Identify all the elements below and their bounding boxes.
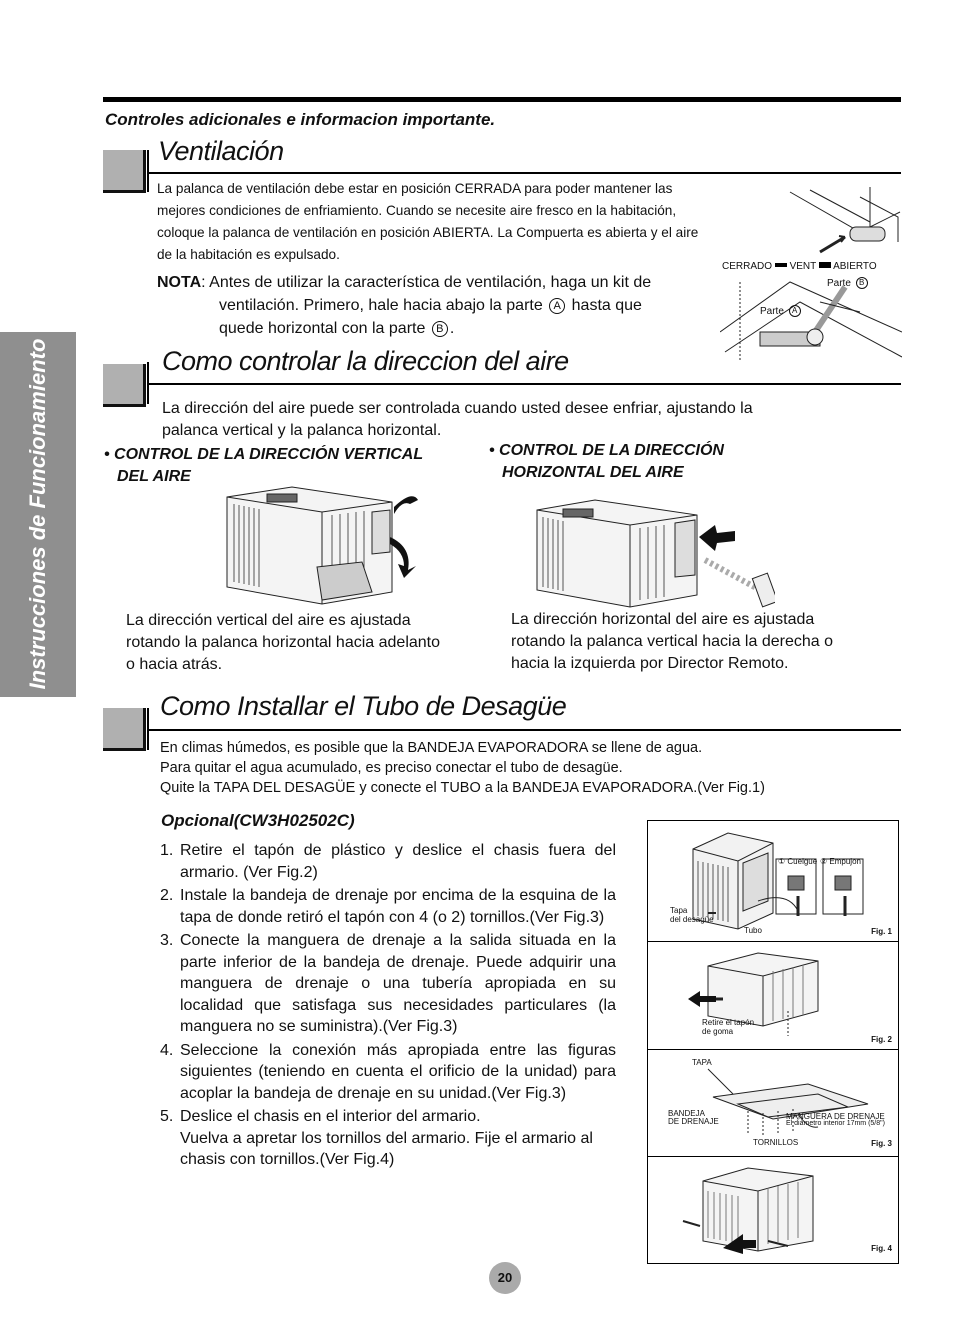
section-marker	[103, 150, 146, 193]
horizontal-control-heading	[489, 440, 724, 484]
step-text: Instale la bandeja de drenaje por encima de la esquina de la tapa de donde retiró el tapón con 4 (o 2) tornillos.(Ver Fig.3)	[180, 887, 616, 926]
label-parte-a: Parte	[760, 306, 784, 317]
text-line: mejores condiciones de enfriamiento. Cuando se necesite aire fresco en la habitación,	[157, 203, 677, 218]
nota-line: ventilación. Primero, hale hacia abajo la parte	[219, 297, 543, 314]
page-number: 20	[489, 1262, 521, 1294]
label-parte-b: Parte	[827, 278, 851, 289]
part-a-marker: A	[789, 305, 801, 317]
step-text: Seleccione la conexión más apropiada entre las figuras siguientes (teniendo en cuenta el orificio de la unidad) para acoplar la bandeja de drenaje en su unidad.(Ver Fig.3)	[180, 1041, 616, 1102]
install-steps	[160, 840, 616, 1173]
nota-label: NOTA	[157, 274, 202, 291]
step-text: Deslice el chasis en el interior del armario.	[180, 1108, 481, 1125]
fig2-label-retire: Retire el tapón	[702, 1018, 755, 1027]
fig2-caption: Fig. 2	[871, 1035, 892, 1044]
page-heading: Controles adicionales e informacion importante.	[105, 110, 496, 129]
figure-panel	[647, 820, 899, 1264]
figure-4	[648, 1156, 898, 1263]
section-title-desague: Como Installar el Tubo de Desagüe	[160, 691, 567, 721]
list-item	[160, 1040, 616, 1105]
figure-2	[648, 941, 898, 1050]
heading-line: HORIZONTAL DEL AIRE	[502, 464, 684, 481]
horizontal-airflow-illustration	[535, 495, 775, 610]
nota-line: quede horizontal con la parte	[219, 320, 426, 337]
fig3-label-diametro: El diámetro interior 17mm (5/8")	[786, 1120, 885, 1127]
side-tab-label: Instrucciones de Funcionamiento	[25, 338, 50, 690]
vent-lever-illustration	[720, 182, 902, 382]
text-line: La dirección del aire puede ser controlada cuando usted desee enfriar, ajustando la	[162, 400, 753, 417]
part-b-marker: B	[856, 277, 868, 289]
ac-unit-horizontal-icon	[535, 495, 775, 610]
vertical-airflow-illustration	[222, 482, 422, 607]
fig1-label-desague: del desagüe	[670, 915, 714, 924]
fig3-label-drenaje: DE DRENAJE	[668, 1117, 719, 1126]
fig3-label-tapa: TAPA	[692, 1058, 712, 1067]
ventilacion-text	[157, 178, 757, 266]
fig3-caption: Fig. 3	[871, 1139, 892, 1148]
figure-1	[648, 821, 898, 942]
fig1-label-cuelgue: ① Cuelgue	[778, 857, 818, 866]
nota-line: : Antes de utilizar la característica de ventilación, haga un kit de	[201, 274, 652, 291]
text-line: La dirección horizontal del aire es ajustada	[511, 611, 815, 628]
label-vent: VENT	[789, 261, 817, 272]
fig3-label-bandeja: BANDEJA	[668, 1109, 705, 1118]
direccion-intro	[162, 398, 882, 442]
step-text: Conecte la manguera de drenaje a la salida situada en la parte inferior de la bandeja de drenaje. Puede adquirir una manguera de drenaje o una tubería apropiada en su localidad que satisfaga sus necesidades particulares (la manguera no se suministra).(Ver Fig.3)	[180, 932, 616, 1035]
text-line: Para quitar el agua acumulado, es preciso conectar el tubo de desagüe.	[160, 760, 623, 776]
fig2-label-goma: de goma	[702, 1027, 734, 1036]
step-number: 3.	[160, 932, 174, 949]
fig2-illustration	[648, 941, 898, 1049]
section-rule	[147, 729, 901, 731]
section-rule	[147, 383, 901, 385]
ac-unit-vertical-icon	[222, 482, 422, 607]
text-line: hacia la izquierda por Director Remoto.	[511, 655, 789, 672]
fig1-label-tapa: Tapa	[670, 906, 688, 915]
text-line: rotando la palanca vertical hacia la derecha o	[511, 633, 833, 650]
nota-block	[157, 271, 737, 340]
list-item	[160, 930, 616, 1038]
heading-line: DEL AIRE	[117, 468, 191, 485]
list-item	[160, 840, 616, 883]
part-a-marker: A	[549, 298, 565, 314]
step-number: 4.	[160, 1041, 174, 1059]
text-line: de la habitación es expulsado.	[157, 247, 340, 262]
label-abierto: ABIERTO	[833, 261, 877, 272]
part-b-marker: B	[432, 321, 448, 337]
section-title-direccion: Como controlar la direccion del aire	[162, 346, 569, 376]
text-line: palanca vertical y la palanca horizontal.	[162, 422, 442, 439]
fig1-label-empujon: ② Empujon	[820, 857, 861, 866]
heading-line: • CONTROL DE LA DIRECCIÓN	[489, 442, 724, 459]
figure-3	[648, 1049, 898, 1157]
vertical-control-text	[126, 610, 496, 676]
open-bar-icon	[819, 262, 831, 268]
fig3-label-manguera: MANGUERA DE DRENAJE	[786, 1112, 885, 1121]
section-marker	[103, 364, 146, 407]
text-line: Quite la TAPA DEL DESAGÜE y conecte el TUBO a la BANDEJA EVAPORADORA.(Ver Fig.1)	[160, 780, 765, 796]
nota-line: .	[449, 320, 455, 337]
fig1-caption: Fig. 1	[871, 927, 892, 936]
section-marker	[103, 708, 146, 751]
text-line: En climas húmedos, es posible que la BANDEJA EVAPORADORA se llene de agua.	[160, 740, 703, 756]
section-title-ventilacion: Ventilación	[158, 136, 284, 166]
text-line: La dirección vertical del aire es ajustada	[126, 612, 411, 629]
heading-line: • CONTROL DE LA DIRECCIÓN VERTICAL	[104, 446, 424, 463]
fig1-label-tubo: Tubo	[744, 926, 762, 935]
text-line: La palanca de ventilación debe estar en posición CERRADA para poder mantener las	[157, 181, 673, 196]
step-text: Vuelva a apretar los tornillos del armario. Fije el armario al chasis con tornillos.(Ver Fig.4)	[180, 1129, 593, 1168]
optional-model: Opcional(CW3H02502C)	[161, 811, 355, 830]
list-item	[160, 885, 616, 928]
step-number: 2.	[160, 887, 174, 904]
desague-intro	[160, 738, 900, 798]
text-line: coloque la palanca de ventilación en posición ABIERTA. La Compuerta es abierta y el aire	[157, 225, 699, 240]
fig4-caption: Fig. 4	[871, 1244, 892, 1253]
horizontal-control-text	[511, 609, 891, 675]
fig4-illustration	[648, 1156, 898, 1263]
list-item	[160, 1106, 616, 1171]
fig3-label-tornillos: TORNILLOS	[753, 1138, 799, 1147]
step-number: 5.	[160, 1108, 174, 1125]
label-cerrado: CERRADO	[722, 261, 773, 272]
vent-diagram	[720, 182, 902, 382]
step-text: Retire el tapón de plástico y deslice el chasis fuera del armario. (Ver Fig.2)	[180, 842, 616, 881]
text-line: o hacia atrás.	[126, 656, 223, 673]
nota-line: hasta que	[571, 297, 642, 314]
top-rule	[103, 97, 901, 102]
section-divider	[147, 150, 149, 192]
step-number: 1.	[160, 842, 174, 859]
closed-bar-icon	[775, 263, 787, 267]
text-line: rotando la palanca horizontal hacia adelanto	[126, 634, 441, 651]
section-rule	[147, 172, 901, 174]
